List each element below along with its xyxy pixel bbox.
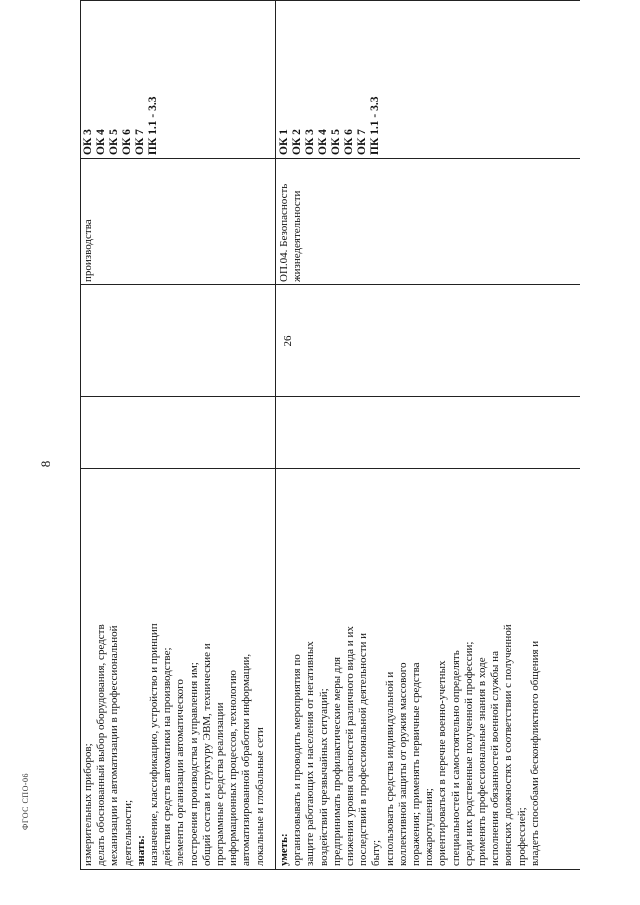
page-number: 8 [38, 460, 53, 468]
competency-code: ОК 5 [108, 129, 120, 155]
competency-list [82, 5, 160, 155]
column-divider [80, 468, 580, 469]
skills-line: знать: [134, 835, 147, 866]
skills-line: деятельности; [121, 799, 134, 866]
skills-line: уметь: [278, 833, 290, 866]
competency-code: ОК 4 [95, 129, 107, 155]
skills-line: автоматизированной обработки информации, [240, 653, 253, 866]
skills-line: владеть способами бесконфликтного общения и [528, 640, 541, 866]
skills-line: локальные и глобальные сети [253, 727, 266, 866]
competency-code: ОК 3 [304, 129, 316, 155]
skills-line: снижения уровня опасностей различного вида и их [344, 626, 357, 866]
skills-line: назначение, классификацию, устройство и принцип [148, 623, 161, 866]
table-row-1-skills [82, 472, 272, 866]
table-row-1-competencies [82, 5, 272, 155]
competency-code: ОК 6 [121, 129, 133, 155]
skills-line: построения производства и управления им; [187, 662, 200, 866]
table-row-2-competencies [278, 5, 578, 155]
table-border-left [80, 869, 580, 870]
skills-line: механизации и автоматизации в профессиональной [108, 625, 121, 866]
skills-line: среди них родственные полученной профессии; [462, 641, 475, 866]
table-row-1-hours-max [82, 400, 272, 466]
skills-line: применять профессиональные знания в ходе [476, 657, 489, 866]
skills-line: поражения; применять первичные средства [410, 662, 423, 866]
skills-line: пожаротушения; [423, 788, 436, 866]
competency-list [278, 5, 382, 155]
skills-text [82, 472, 267, 866]
skills-line: делать обоснованный выбор оборудования, средств [95, 624, 108, 866]
column-divider [80, 158, 580, 159]
competency-code: ОК 7 [134, 129, 146, 155]
table-row-1-discipline: производства [82, 219, 94, 282]
competency-code: ОК 2 [291, 129, 303, 155]
skills-line: воинских должностях в соответствии с полученной [502, 624, 515, 866]
table-row-2-skills [278, 472, 578, 866]
skills-line: специальностей и самостоятельно определять [449, 650, 462, 866]
skills-line: ориентироваться в перечне военно-учетных [436, 660, 449, 866]
skills-line: быту; [370, 839, 383, 866]
skills-line: последствий в профессиональной деятельности и [357, 632, 370, 866]
skills-line: защите работающих и населения от негативных [304, 641, 317, 866]
row-divider [275, 0, 276, 870]
skills-line: предпринимать профилактические меры для [330, 656, 343, 866]
skills-line: информационных процессов, технологию [227, 670, 240, 866]
skills-line: действия средств автоматики на производстве; [161, 647, 174, 866]
skills-line: общий состав и структуру ЭВМ, технические и [200, 643, 213, 866]
competency-code: ОК 7 [356, 129, 368, 155]
column-divider [80, 284, 580, 285]
competency-code: ОК 3 [82, 129, 94, 155]
skills-text [278, 472, 542, 866]
competency-code: ОК 5 [330, 129, 342, 155]
skills-line: использовать средства индивидуальной и [383, 671, 396, 866]
competency-code: ОК 6 [343, 129, 355, 155]
skills-line: исполнения обязанностей военной службы на [489, 651, 502, 866]
competency-code: ОК 1 [278, 129, 290, 155]
table-row-2-discipline: ОП.04. Безопасность жизнедеятельности [278, 183, 304, 282]
skills-line: элементы организации автоматического [174, 679, 187, 866]
skills-line: воздействий чрезвычайных ситуаций; [317, 688, 330, 866]
table-border-top [80, 0, 81, 870]
competency-code: ПК 1.1 - 3.3 [369, 96, 381, 155]
table-row-1-hours-mandatory [82, 288, 272, 394]
skills-line: измерительных приборов; [82, 743, 94, 866]
competency-code: ПК 1.1 - 3.3 [147, 96, 159, 155]
skills-line: организовывать и проводить мероприятия по [291, 654, 304, 866]
curriculum-table [80, 0, 580, 870]
table-border-right [80, 0, 580, 1]
skills-line: программные средства реализации [214, 702, 227, 866]
footer-code: ФГОС СПО-06 [21, 772, 30, 830]
column-divider [80, 396, 580, 397]
competency-code: ОК 4 [317, 129, 329, 155]
skills-line: профессией; [515, 807, 528, 866]
table-row-2-hours-mandatory: 26 [282, 335, 294, 347]
table-row-2-hours-max [278, 400, 578, 466]
skills-line: коллективной защиты от оружия массового [396, 662, 409, 866]
